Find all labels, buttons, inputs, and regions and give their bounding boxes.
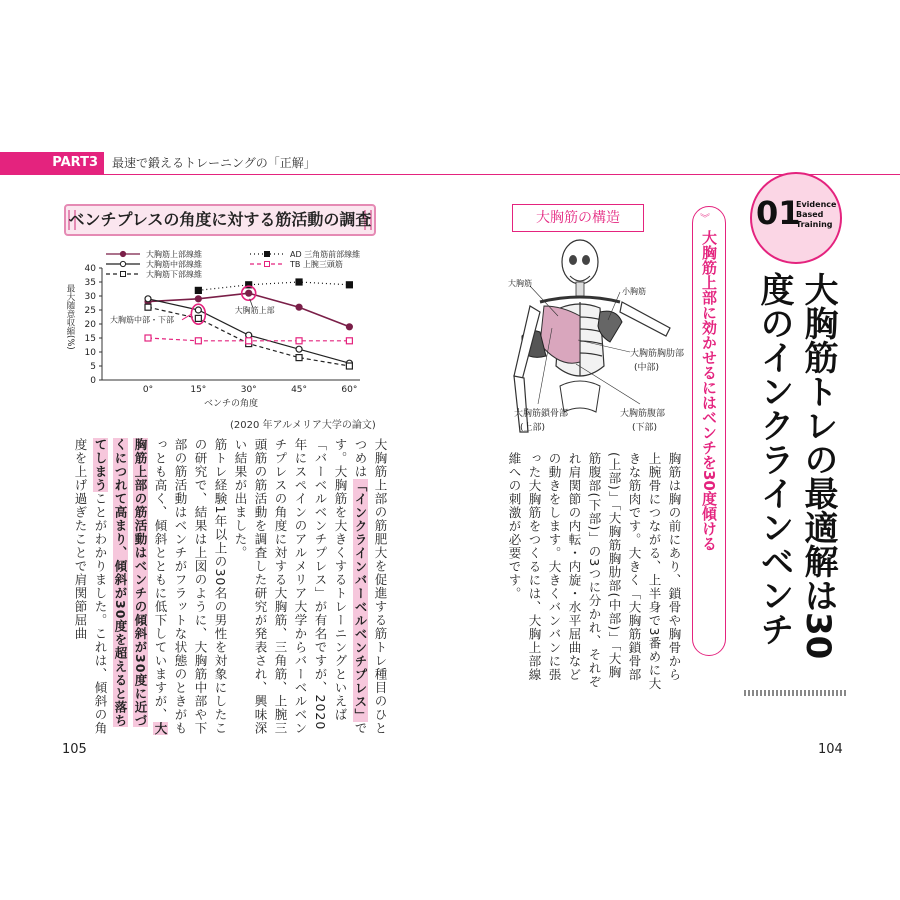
y-axis-label: 最大随意収縮(%) <box>65 284 75 350</box>
y-tick-label: 35 <box>84 278 96 288</box>
chart-series <box>145 279 352 369</box>
data-point <box>145 304 151 310</box>
title-rule <box>744 690 848 696</box>
data-point <box>145 335 151 341</box>
page-number-left: 105 <box>62 742 87 757</box>
label-clavicular: 大胸筋鎖骨部 <box>514 409 569 419</box>
label-pec-minor: 小胸筋 <box>622 287 646 296</box>
legend-marker <box>120 251 125 256</box>
structure-title: 大胸筋の構造 <box>536 210 620 226</box>
legend-marker <box>265 252 270 257</box>
legend-label: 大胸筋上部線維 <box>146 250 202 259</box>
data-point <box>195 287 201 293</box>
section-tag: Evidence Based Training <box>796 200 837 229</box>
data-point <box>246 290 252 296</box>
part-badge: PART3 <box>0 152 104 174</box>
x-axis-label: ベンチの角度 <box>203 399 259 409</box>
annotation-upper: 大胸筋上部 <box>234 305 275 315</box>
data-point <box>346 338 352 344</box>
y-tick-label: 20 <box>84 320 96 330</box>
line-chart <box>60 244 380 414</box>
data-point <box>246 338 252 344</box>
x-tick-label: 15° <box>190 385 207 395</box>
section-number: 01 <box>756 194 801 232</box>
data-point <box>296 338 302 344</box>
page-number-right: 104 <box>818 742 843 757</box>
main-title: 大胸筋トレの最適解は30度のインクラインベンチ <box>754 272 838 660</box>
right-body-text: 胸筋は胸の前にあり、鎖骨や胸骨から上腕骨につながる、上半身で3番めに大きな筋肉です。大きく「大胸筋鎖骨部(上部)」「大胸筋胸肋部(中部)」「大胸筋腹部(下部)」の3つに分かれ、それぞれ肩関節の内転・内旋・水平屈曲などの動きをします。大きくバンバンに張った大胸筋をつくるには、大胸上部線維への刺激が必要です。 <box>507 452 682 691</box>
left-body-p2a: 筋トレ経験1年以上の30名の男性を対象にしたこの研究で、結果は上図のように、大胸筋中部や下部の筋活動はベンチがフラットな状態のときがもっとも高く、傾斜とともに低下していますが、 <box>153 438 228 735</box>
legend-label: TB 上腕三頭筋 <box>290 260 343 269</box>
data-point <box>346 282 352 288</box>
x-tick-label: 45° <box>291 385 308 395</box>
header-rule <box>0 174 900 175</box>
subtitle: 大胸筋上部に効かせるにはベンチを30度傾ける <box>700 230 718 551</box>
left-body-p1b: です。大胸筋を大きくするトレーニングといえば「バーベルベンチプレス」が有名ですが、2020年にスペインのアルメリア大学からバーベルベンチプレスの角度に対する大胸筋、三角筋、上腕三頭筋の筋活動を調査した研究が発表され、興味深い結果が出ました。 <box>233 438 368 735</box>
y-tick-label: 0 <box>90 376 96 386</box>
label-abdominal: 大胸筋腹部 <box>620 409 666 419</box>
data-point <box>296 346 302 352</box>
label-sternal: 大胸筋胸肋部 <box>630 349 685 359</box>
data-point <box>195 307 201 313</box>
legend-label: AD 三角筋前部線維 <box>290 250 361 259</box>
x-tick-label: 60° <box>341 385 358 395</box>
chart-axes <box>65 264 360 409</box>
y-tick-label: 25 <box>84 306 96 316</box>
y-tick-label: 10 <box>84 348 96 358</box>
legend-marker <box>121 272 126 277</box>
data-point <box>195 296 201 302</box>
data-point <box>195 315 201 321</box>
label-sternal-sub: (中部) <box>634 363 660 373</box>
data-point <box>346 324 352 330</box>
chevron-down-icon: ︾ <box>700 214 710 225</box>
y-tick-label: 5 <box>90 362 96 372</box>
left-body-p2b: ことがわかりました。これは、傾斜の角度を上げ過ぎたことで肩関節屈曲 <box>73 438 108 735</box>
left-body-text <box>60 438 390 738</box>
label-pec-major: 大胸筋 <box>508 279 532 288</box>
legend-marker <box>120 261 125 266</box>
chart-title: ベンチプレスの角度に対する筋活動の調査 <box>68 210 372 229</box>
y-tick-label: 40 <box>84 264 96 274</box>
annotation-mid-low: 大胸筋中部・下部 <box>110 315 174 325</box>
y-tick-label: 15 <box>84 334 96 344</box>
label-abdominal-sub: (下部) <box>632 423 658 433</box>
y-tick-label: 30 <box>84 292 96 302</box>
x-tick-label: 30° <box>240 385 257 395</box>
data-point <box>296 304 302 310</box>
legend-label: 大胸筋中部線維 <box>146 260 202 269</box>
data-point <box>296 355 302 361</box>
x-tick-label: 0° <box>142 385 154 395</box>
legend-marker <box>265 262 270 267</box>
left-body-highlight-1: 「インクラインバーベルベンチプレス」 <box>353 478 368 722</box>
label-clavicular-sub: (上部) <box>520 423 546 433</box>
series-line <box>198 282 349 290</box>
data-point <box>195 338 201 344</box>
data-point <box>145 296 151 302</box>
legend-label: 大胸筋下部線維 <box>146 270 202 279</box>
chart-legend <box>106 249 360 279</box>
chart-source: (2020 年アルメリア大学の論文) <box>230 420 376 431</box>
data-point <box>296 279 302 285</box>
left-body-p1a: 大胸筋上部の筋肥大を促進する筋トレ種目のひとつめは <box>353 438 388 735</box>
left-body-highlight-2: 大胸筋上部の筋活動はベンチの傾斜が30度に近づくにつれて高まり、傾斜が30度を超えると落ちてしまう <box>93 438 168 735</box>
header-title: 最速で鍛えるトレーニングの「正解」 <box>112 156 316 170</box>
data-point <box>346 363 352 369</box>
